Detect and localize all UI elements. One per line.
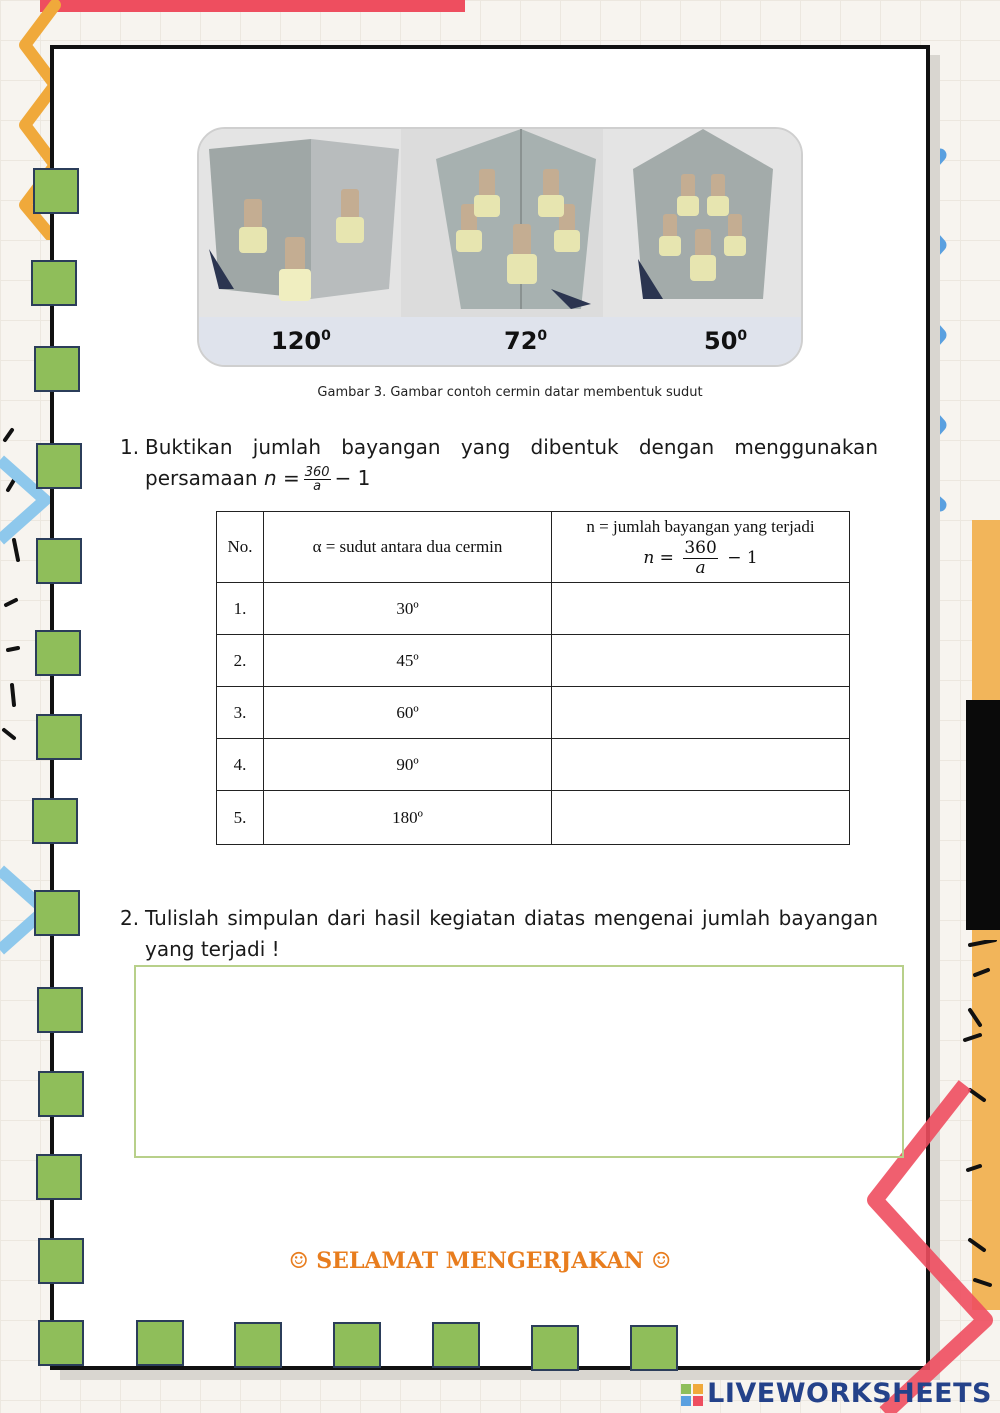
- green-square-decor: [630, 1325, 678, 1371]
- mirror-50-illustration: [603, 129, 803, 319]
- header-no: No.: [217, 512, 264, 583]
- green-square-decor: [136, 1320, 184, 1366]
- liveworksheets-brand[interactable]: LIVEWORKSHEETS: [681, 1378, 992, 1409]
- row-answer-cell[interactable]: [552, 635, 850, 687]
- angle-label-strip: [199, 317, 801, 365]
- green-square-decor: [36, 443, 82, 489]
- table-row: [217, 739, 850, 791]
- decor-orange-strip: [972, 520, 1000, 700]
- table-row: [217, 687, 850, 739]
- header-angle: α = sudut antara dua cermin: [264, 512, 552, 583]
- mirror-72-illustration: [401, 129, 603, 319]
- green-square-decor: [234, 1322, 282, 1368]
- row-no: 2.: [217, 635, 264, 687]
- green-square-decor: [33, 168, 79, 214]
- green-square-decor: [36, 1154, 82, 1200]
- row-angle: 30º: [264, 583, 552, 635]
- formula-fraction: $\frac{360}{a}$: [304, 465, 330, 494]
- green-square-decor: [35, 630, 81, 676]
- row-no: 5.: [217, 791, 264, 845]
- green-square-decor: [37, 987, 83, 1033]
- figure-caption: Gambar 3. Gambar contoh cermin datar membentuk sudut: [317, 385, 703, 400]
- green-square-decor: [333, 1322, 381, 1368]
- angle-label-120: $120^0$: [271, 327, 331, 355]
- row-answer-cell[interactable]: [552, 583, 850, 635]
- question-1-number: 1.: [120, 435, 140, 459]
- table-row: [217, 791, 850, 845]
- header-formula-fraction: $\frac{360}{a}$: [684, 537, 717, 578]
- row-no: 1.: [217, 583, 264, 635]
- table-row: [217, 635, 850, 687]
- question-1-formula: n = $\frac{360}{a}$ − 1: [263, 465, 371, 494]
- table-header-row: [217, 512, 850, 583]
- question-1-text: Buktikan jumlah bayangan yang dibentuk dengan menggunakan persamaan n = $\frac{360}{a}$ − 1: [145, 435, 878, 494]
- angle-label-50: $50^0$: [704, 327, 748, 355]
- green-square-decor: [38, 1071, 84, 1117]
- closing-message: ☺ SELAMAT MENGERJAKAN ☺: [288, 1248, 672, 1274]
- green-square-decor: [432, 1322, 480, 1368]
- question-2-number: 2.: [120, 906, 140, 930]
- mirror-120-illustration: [199, 129, 401, 319]
- question-2-text: Tulislah simpulan dari hasil kegiatan diatas mengenai jumlah bayangan yang terjadi !: [145, 906, 878, 961]
- answer-textbox[interactable]: [134, 965, 904, 1158]
- green-square-decor: [32, 798, 78, 844]
- green-square-decor: [36, 714, 82, 760]
- green-square-decor: [36, 538, 82, 584]
- table-row: [217, 583, 850, 635]
- green-square-decor: [31, 260, 77, 306]
- question-1: [120, 432, 880, 502]
- green-square-decor: [531, 1325, 579, 1371]
- top-red-bar: [40, 0, 465, 12]
- row-no: 4.: [217, 739, 264, 791]
- green-square-decor: [38, 1320, 84, 1366]
- row-no: 3.: [217, 687, 264, 739]
- decor-black-strip: [966, 700, 1000, 930]
- angle-label-72: $72^0$: [504, 327, 548, 355]
- row-answer-cell[interactable]: [552, 687, 850, 739]
- row-angle: 45º: [264, 635, 552, 687]
- header-image-count: n = jumlah bayangan yang terjadi n = $\frac{360}{a}$ − 1: [552, 512, 850, 583]
- row-answer-cell[interactable]: [552, 739, 850, 791]
- liveworksheets-logo-icon: [681, 1384, 703, 1406]
- green-square-decor: [34, 890, 80, 936]
- question-2: [120, 903, 880, 967]
- angle-image-table: [216, 511, 850, 845]
- row-angle: 60º: [264, 687, 552, 739]
- row-answer-cell[interactable]: [552, 791, 850, 845]
- row-angle: 90º: [264, 739, 552, 791]
- mirror-angle-photo: [197, 127, 803, 367]
- row-angle: 180º: [264, 791, 552, 845]
